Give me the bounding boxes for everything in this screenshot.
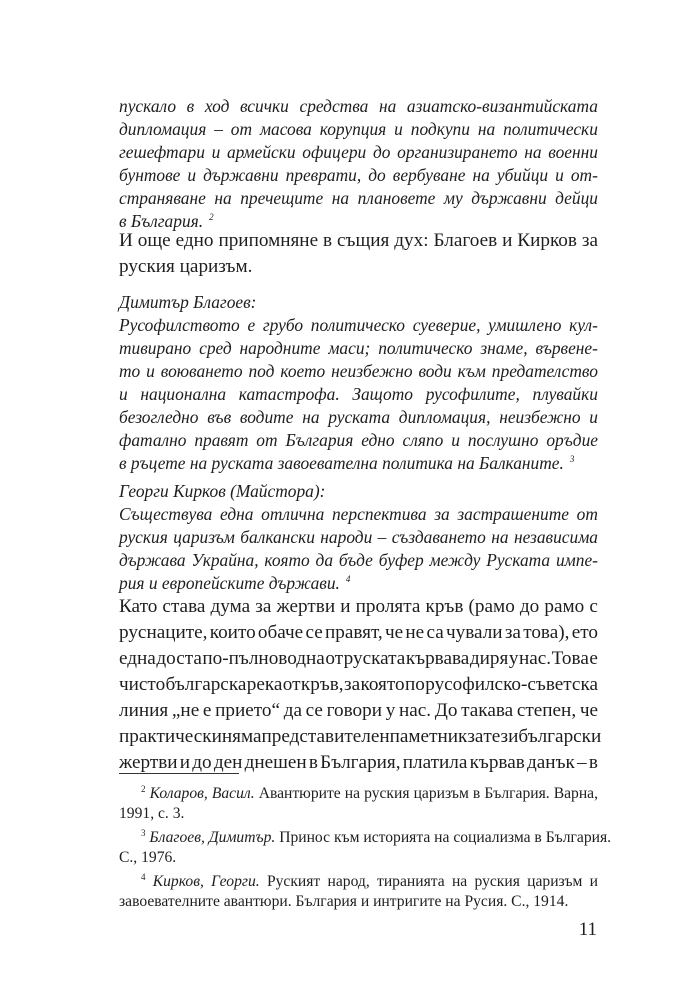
word: между [429,550,481,570]
word: е [589,648,598,669]
word: буфер [378,550,424,570]
word: не [405,622,425,643]
quote-author: Георги Кирков (Майстора): [119,481,326,501]
word: маси; [328,338,371,358]
quote-line [119,430,598,451]
word: плувайки [532,384,598,404]
word: руския [119,527,168,547]
word: река [246,674,283,695]
word: пускало [119,96,177,116]
word: са [426,622,444,643]
word: политическо [378,338,473,358]
paragraph-line [119,726,602,748]
word: неизбежно [499,407,581,427]
page-number: 11 [578,919,597,940]
word: линия [119,700,169,721]
word: жертви [119,752,178,773]
word: води [418,361,452,381]
word: масова [259,119,312,139]
quote-line [119,550,598,571]
word: у [508,648,519,669]
word: дума [210,596,251,617]
word: която [360,674,405,695]
word: на [331,188,350,208]
word: ето [571,622,598,643]
word: вървене- [535,338,598,358]
paragraph-line [119,622,598,644]
word: плановете [357,188,436,208]
word: ход [204,96,230,116]
paragraph-line [119,700,598,722]
word: практически [119,726,222,747]
word: от [256,430,278,450]
footnote-ref: 2 [209,212,214,223]
word: от [282,674,301,695]
word: кул- [569,315,598,335]
word: преврати, [285,165,362,185]
word: на [472,165,490,185]
word: до [519,596,540,617]
word: страняване [119,188,206,208]
word: българска [165,674,247,695]
word: застрашените [457,504,569,524]
word: и [179,752,191,773]
word: в [588,752,598,773]
quote-author: Димитър Благоев: [119,292,257,312]
word: перспектива [331,504,427,524]
word: суеверие, [412,315,481,335]
quote-line: в България. $^2$ [119,211,214,231]
footnote-2-cont: 1991, с. 3. [119,805,185,822]
quote-line [119,142,598,163]
word: жертви [276,596,336,617]
word: руснаците, [119,622,208,643]
word: паметник [389,726,468,747]
word: на [214,188,232,208]
word: се [305,700,323,721]
word: отлична [261,504,325,524]
word: армейски [226,142,296,162]
word: грубо [262,315,304,335]
word: става [162,596,206,617]
word: представителен [261,726,390,747]
word: за [255,596,272,617]
word: която [264,550,310,570]
word: с [589,596,598,617]
word: предателство [491,361,598,381]
word: данък [527,752,575,773]
quote-line [119,407,598,428]
word: офицери [302,142,367,162]
word: руската [343,648,406,669]
paragraph-line [119,752,598,774]
word: рамо [544,596,585,617]
word: до [368,165,386,185]
word: български [518,726,602,747]
word: правят, [324,622,383,643]
word: гешефтари [119,142,205,162]
word: за [504,622,521,643]
word: и [555,165,564,185]
word: и [119,384,128,404]
word: обаче [257,622,304,643]
footnote-3: $^3$ Благоев, Димитър. Принос към историята на социализма в България. [141,827,612,846]
quote-line [119,527,598,548]
word: национална [140,384,227,404]
word: България [285,430,354,450]
word: всички [239,96,289,116]
word: средства [299,96,369,116]
footnote-3-cont: С., 1976. [119,849,177,866]
word: бъде [338,550,373,570]
quote-line [119,338,598,359]
word: прието“ [215,700,281,721]
word: Това [551,648,589,669]
word: – [577,752,587,773]
word: азиатско-византийската [406,96,598,116]
word: – [377,527,387,547]
paragraph-line [119,596,598,618]
quote-line [119,96,598,117]
word: едно [361,430,395,450]
word: знаме, [480,338,528,358]
word: до [372,142,391,162]
word: които [209,622,256,643]
word: за [434,504,450,524]
word: по-пълноводна [202,648,325,669]
word: под [248,361,275,381]
word: е [202,700,212,721]
word: Руската [486,550,551,570]
word: такава [461,700,514,721]
word: Русофилството [119,315,240,335]
word: оръдие [546,430,598,450]
word: от [576,504,598,524]
word: за [343,674,361,695]
word: на [524,142,542,162]
word: и [394,119,403,139]
word: от [325,648,344,669]
word: създаването [391,527,486,547]
word: в [186,96,195,116]
word: диря [469,648,509,669]
footnote-ref: 3 [569,454,575,465]
word: нас. [519,648,552,669]
word: към [457,361,486,381]
word: дипломация, [398,407,491,427]
quote-line [119,384,598,405]
word: във [207,407,232,427]
word: катастрофа. [238,384,340,404]
quote-line [119,361,598,382]
word: говори [326,700,383,721]
paragraph-line [119,674,598,696]
word: русофилите, [425,384,520,404]
word: то [119,361,141,381]
word: да [283,700,302,721]
footnote-2: $^2$ Коларов, Васил. Авантюрите на руския царизъм в България. Варна, [141,783,599,802]
word: у [385,700,396,721]
paragraph-line [119,648,598,670]
quote-line [119,315,598,336]
word: на [491,527,509,547]
word: платила [402,752,468,773]
footnote-divider [119,773,239,774]
word: това), [523,622,570,643]
word: Като [119,596,158,617]
word: от- [570,165,598,185]
word: пролята [355,596,421,617]
word: че [384,622,404,643]
word: политическо [310,315,405,335]
word: и [451,430,460,450]
word: за [467,726,484,747]
word: послушно [467,430,539,450]
word: убийци [496,165,549,185]
paragraph-line: И още едно припомняне в същия дух: Благоев и Кирков за [119,230,598,251]
word: чисто [119,674,166,695]
word: кръв [425,596,464,617]
footnote-ref: 4 [345,574,351,585]
word: подкупи [410,119,470,139]
word: че [579,700,598,721]
quote-line: рия и европейските държави. $^4$ [119,573,351,593]
word: пречещите [240,188,324,208]
word: бунтове [119,165,181,185]
word: умишлено [488,315,562,335]
word: независима [513,527,598,547]
word: и [340,596,351,617]
word: в [308,752,318,773]
word: една [220,504,254,524]
word: сред [199,338,232,358]
word: Защото [352,384,413,404]
word: е [247,315,256,335]
word: (рамо [468,596,515,617]
word: военни [548,142,598,162]
word: политически [503,119,598,139]
word: нас. [398,700,432,721]
word: и [146,361,155,381]
word: държавни [203,165,279,185]
word: на [477,119,496,139]
word: няма [221,726,262,747]
quote-line [119,165,598,186]
word: България, [320,752,401,773]
word: държавни [471,188,547,208]
word: до [192,752,212,773]
word: „не [171,700,200,721]
word: да [315,550,334,570]
word: му [443,188,463,208]
word: царизъм [173,527,235,547]
footnote-4-cont: завоевателните авантюри. България и интригите на Русия. С., 1914. [119,893,569,910]
word: степен, [516,700,577,721]
word: тивирано [119,338,192,358]
word: на [302,407,320,427]
word: една [119,648,156,669]
word: днешен [244,752,307,773]
word: русофилско-съветска [425,674,598,695]
word: се [305,622,323,643]
word: доста [156,648,202,669]
word: безогледно [119,407,199,427]
footnote-4: $^4$ Кирков, Георги. Руският народ, тиранията на руския царизъм и [141,871,598,890]
word: водите [239,407,294,427]
word: държава [119,550,186,570]
word: вербуване [392,165,466,185]
quote-line [119,504,598,525]
word: До [434,700,458,721]
word: и [211,142,221,162]
word: правят [194,430,249,450]
word: по [404,674,425,695]
word: чували [445,622,503,643]
word: Съществува [119,504,213,524]
word: което [280,361,326,381]
word: организирането [397,142,518,162]
word: воюването [160,361,243,381]
quote-line: в ръцете на руската завоевателна политика на Балканите. $^3$ [119,453,575,473]
word: кръв, [300,674,344,695]
word: тези [483,726,519,747]
word: дейци [555,188,598,208]
quote-line [119,119,598,140]
word: сляпо [402,430,444,450]
word: на [378,96,397,116]
word: неизбежно [331,361,413,381]
word: и [589,407,598,427]
paragraph-line: руския царизъм. [119,256,253,277]
word: руската [328,407,391,427]
word: кървава [405,648,470,669]
word: кървав [469,752,525,773]
word: народните [239,338,321,358]
word: народи [320,527,373,547]
quote-line [119,188,598,209]
word: – [214,119,223,139]
word: балкански [240,527,315,547]
word: фатално [119,430,187,450]
word: от [230,119,253,139]
word: импе- [555,550,598,570]
word: ден [213,752,243,773]
word: корупция [319,119,387,139]
word: и [187,165,197,185]
word: дипломация [119,119,207,139]
word: Украйна, [191,550,259,570]
